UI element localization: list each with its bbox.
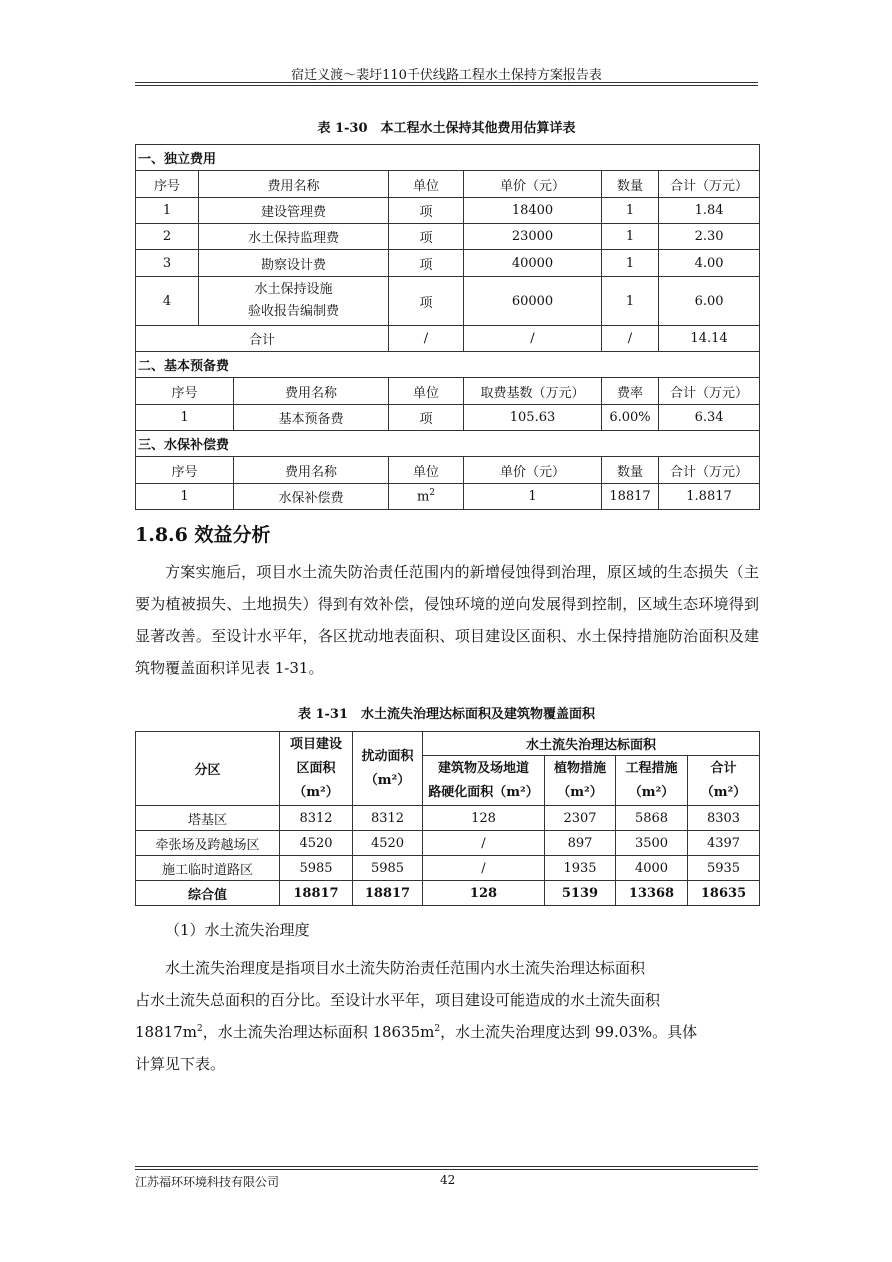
col-no: 序号 — [136, 378, 234, 405]
cell: 合计 — [136, 326, 389, 352]
header-line: （m²） — [557, 784, 603, 800]
table-row — [136, 250, 760, 277]
table-row — [136, 277, 760, 326]
footer-rule-thin — [135, 1166, 758, 1167]
section-independent-fees: 一、独立费用 — [136, 145, 760, 171]
header-line: 项目建设 — [289, 736, 342, 752]
name-line-2: 验收报告编制费 — [247, 304, 339, 319]
cell-unit — [389, 484, 464, 510]
cell: 综合值 — [136, 881, 280, 906]
col-no: 序号 — [136, 457, 234, 484]
subheading: （1）水土流失治理度 — [165, 921, 310, 939]
text-span: ，水土流失治理度达到 99.03%。具体 — [440, 1023, 698, 1041]
col-qty: 数量 — [602, 457, 659, 484]
cell: 6.00% — [602, 405, 659, 431]
cell: 4000 — [616, 856, 688, 881]
col-name: 费用名称 — [234, 378, 389, 405]
footer-company: 江苏福环环境科技有限公司 — [135, 1175, 280, 1189]
col-price: 单价（元） — [464, 171, 602, 198]
table-1-30-caption: 表 1-30 本工程水土保持其他费用估算详表 — [317, 121, 576, 136]
cell: 8303 — [688, 806, 760, 831]
col-base: 取费基数（万元） — [464, 378, 602, 405]
cell: 5139 — [545, 881, 616, 906]
cell: 牵张场及跨越场区 — [136, 831, 280, 856]
col-total: 合计（万元） — [659, 378, 760, 405]
header-line: 区面积 — [296, 760, 336, 776]
superscript: 2 — [434, 1024, 441, 1034]
header-line: （m²） — [364, 772, 411, 788]
body-line: 计算见下表。 — [135, 1055, 226, 1073]
col-unit: 单位 — [389, 378, 464, 405]
cell: / — [423, 856, 545, 881]
cell: 897 — [545, 831, 616, 856]
cell: 60000 — [464, 277, 602, 326]
cell: 项 — [389, 405, 464, 431]
col-name: 费用名称 — [234, 457, 389, 484]
table-row — [136, 831, 760, 856]
cell: 1 — [602, 224, 659, 250]
body-line: 水土流失治理度是指项目水土流失防治责任范围内水土流失治理达标面积 — [165, 959, 646, 977]
cell: 4.00 — [659, 250, 760, 277]
text-span: ，水土流失治理达标面积 18635m — [202, 1023, 435, 1041]
cell: 水保补偿费 — [234, 484, 389, 510]
cell: / — [389, 326, 464, 352]
cell: 5985 — [280, 856, 353, 881]
cell: 1.84 — [659, 198, 760, 224]
cell: 6.34 — [659, 405, 760, 431]
cell: 128 — [423, 806, 545, 831]
cell: 项 — [389, 250, 464, 277]
cell: 13368 — [616, 881, 688, 906]
header-line: （m²） — [700, 784, 747, 800]
cell: 1.8817 — [659, 484, 760, 510]
col-qty: 数量 — [602, 171, 659, 198]
cell: 6.00 — [659, 277, 760, 326]
page-number: 42 — [440, 1173, 456, 1187]
col-zone: 分区 — [136, 732, 280, 806]
header-line: 植物措施 — [553, 760, 606, 776]
cell: 4 — [136, 277, 199, 326]
col-engineering-measures — [616, 756, 688, 806]
cell: 1 — [602, 277, 659, 326]
cell: 4520 — [353, 831, 423, 856]
section-compensation-fee: 三、水保补偿费 — [136, 431, 760, 457]
cell: 1935 — [545, 856, 616, 881]
cell: 1 — [136, 484, 234, 510]
header-line: 建筑物及场地道 — [437, 760, 529, 776]
table-row — [136, 405, 760, 431]
text-span: 18817m — [135, 1023, 197, 1041]
cell: 8312 — [280, 806, 353, 831]
cell: 3500 — [616, 831, 688, 856]
col-project-area — [280, 732, 353, 806]
cell: 水土保持监理费 — [199, 224, 389, 250]
col-sum — [688, 756, 760, 806]
cell: 128 — [423, 881, 545, 906]
name-line-1: 水土保持设施 — [254, 282, 333, 297]
running-header: 宿迁义渡～裴圩110千伏线路工程水土保持方案报告表 — [291, 68, 602, 83]
cell: 5935 — [688, 856, 760, 881]
table-row — [136, 806, 760, 831]
cell: 18817 — [280, 881, 353, 906]
cell: 2.30 — [659, 224, 760, 250]
header-rule — [135, 82, 758, 83]
table-header-row — [136, 457, 760, 484]
table-1-31-caption: 表 1-31 水土流失治理达标面积及建筑物覆盖面积 — [297, 707, 596, 722]
header-rule-thin — [135, 85, 758, 86]
header-line: （m²） — [293, 784, 339, 800]
cell: 1 — [464, 484, 602, 510]
table-row — [136, 198, 760, 224]
header-line: 扰动面积 — [361, 748, 414, 764]
header-line: 合计 — [710, 760, 737, 776]
cell: 1 — [136, 198, 199, 224]
cell: 4520 — [280, 831, 353, 856]
cell: 105.63 — [464, 405, 602, 431]
table-row — [136, 484, 760, 510]
col-price: 单价（元） — [464, 457, 602, 484]
unit-superscript: 2 — [429, 488, 436, 499]
cell: 3 — [136, 250, 199, 277]
header-line: 路硬化面积（m²） — [428, 784, 539, 800]
cell: 项 — [389, 277, 464, 326]
table-total-row — [136, 881, 760, 906]
cell: 18817 — [602, 484, 659, 510]
unit-base: m — [416, 489, 430, 505]
cell: 5868 — [616, 806, 688, 831]
cell: / — [464, 326, 602, 352]
col-building-area — [423, 756, 545, 806]
cell: 23000 — [464, 224, 602, 250]
body-line: 占水土流失总面积的百分比。至设计水平年，项目建设可能造成的水土流失面积 — [135, 991, 661, 1009]
col-group-treated-area: 水土流失治理达标面积 — [423, 732, 760, 756]
header-line: （m²） — [628, 784, 675, 800]
cell: 项 — [389, 224, 464, 250]
cell: 14.14 — [659, 326, 760, 352]
body-paragraph: 方案实施后，项目水土流失防治责任范围内的新增侵蚀得到治理，原区域的生态损失（主要为植被损失、土地损失）得到有效补偿，侵蚀环境的逆向发展得到控制，区域生态环境得到显著改善。至设计水平年，各区扰动地表面积、项目建设区面积、水土保持措施防治面积及建筑物覆盖面积详见表 1-31。 — [135, 563, 759, 677]
col-name: 费用名称 — [199, 171, 389, 198]
col-no: 序号 — [136, 171, 199, 198]
superscript: 2 — [196, 1024, 203, 1034]
cell: 1 — [602, 198, 659, 224]
cell: 5985 — [353, 856, 423, 881]
cell: 项 — [389, 198, 464, 224]
section-basic-reserve: 二、基本预备费 — [136, 352, 760, 378]
table-header-row — [136, 171, 760, 198]
col-unit: 单位 — [389, 457, 464, 484]
table-1-31 — [135, 731, 760, 906]
header-line: 工程措施 — [625, 760, 678, 776]
cell: 勘察设计费 — [199, 250, 389, 277]
cell: 基本预备费 — [234, 405, 389, 431]
col-plant-measures — [545, 756, 616, 806]
col-total: 合计（万元） — [659, 457, 760, 484]
cell: / — [423, 831, 545, 856]
table-total-row — [136, 326, 760, 352]
cell: 40000 — [464, 250, 602, 277]
cell: 4397 — [688, 831, 760, 856]
cell: 2307 — [545, 806, 616, 831]
col-unit: 单位 — [389, 171, 464, 198]
col-rate: 费率 — [602, 378, 659, 405]
col-disturbed-area — [353, 732, 423, 806]
cell: 18635 — [688, 881, 760, 906]
cell: 塔基区 — [136, 806, 280, 831]
table-row — [136, 224, 760, 250]
cell: 1 — [602, 250, 659, 277]
cell: 18817 — [353, 881, 423, 906]
cell-two-line-name — [199, 277, 389, 326]
cell: 施工临时道路区 — [136, 856, 280, 881]
cell: / — [602, 326, 659, 352]
footer-rule — [135, 1169, 758, 1170]
cell: 2 — [136, 224, 199, 250]
cell: 1 — [136, 405, 234, 431]
table-row — [136, 856, 760, 881]
table-header-row — [136, 378, 760, 405]
section-title: 1.8.6 效益分析 — [135, 524, 271, 546]
body-line-with-units — [135, 1021, 759, 1042]
cell: 18400 — [464, 198, 602, 224]
table-1-30 — [135, 144, 760, 510]
col-total: 合计（万元） — [659, 171, 760, 198]
cell: 建设管理费 — [199, 198, 389, 224]
cell: 8312 — [353, 806, 423, 831]
